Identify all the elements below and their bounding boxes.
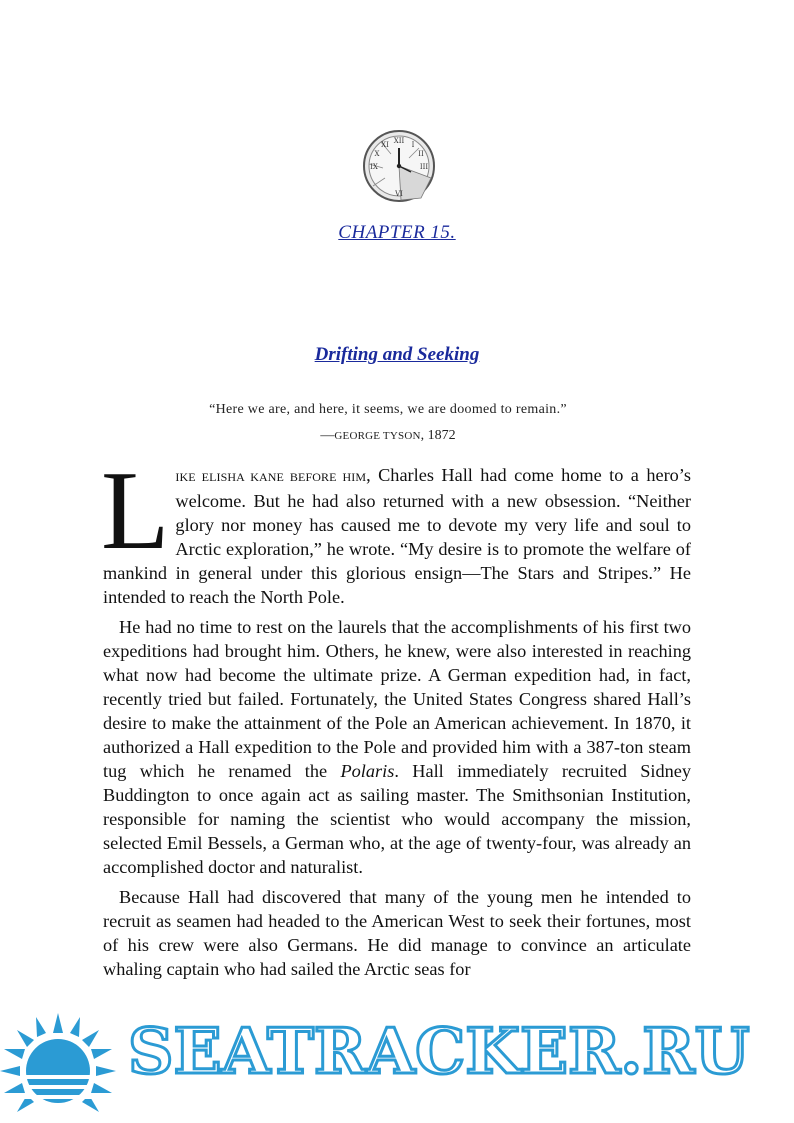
watermark-text: SEATRACKER.RU: [128, 1014, 750, 1088]
paragraph-2-text-a: He had no time to rest on the laurels that the accomplishments of his first two expeditions had brought him. Others, he knew, were also interested in reaching what now had become the ultimate prize. A German expedition had, in fact, recently tried but failed. Fortunately, the United States Congress shared Hall’s desire to make the attainment of the Pole an American achievement. In 1870, it authorized a Hall expedition to the Pole and provided him with a 387-ton steam tug which he renamed the: [103, 617, 691, 781]
paragraph-1: [101, 449, 692, 609]
svg-text:XI: XI: [381, 141, 389, 149]
svg-text:X: X: [374, 150, 380, 158]
lead-smallcaps: IKE ELISHA KANE BEFORE HIM: [175, 470, 367, 484]
svg-text:VI: VI: [395, 190, 403, 198]
paragraph-1-text: , Charles Hall had come home to a hero’s welcome. But he had also returned with a new obsession. “Neither glory nor money has caused me to devote my very life and soul to Arctic exploration,” he wrote. “My desire is to promote the welfare of mankind in general under this glorious ensign—The Stars and Stripes.” He intended to reach the North Pole.: [103, 465, 692, 607]
attribution-dash: —: [320, 428, 335, 443]
svg-text:IX: IX: [370, 163, 378, 171]
chapter-title[interactable]: Drifting and Seeking: [314, 344, 480, 365]
attribution-author: GEORGE TYSON: [334, 430, 421, 442]
attribution-year: , 1872: [420, 428, 456, 443]
chapter-body: [101, 449, 692, 987]
ship-name: Polaris: [340, 761, 395, 781]
paragraph-3: Because Hall had discovered that many of the young men he intended to recruit as seamen had headed to the American West to seek their fortunes, most of his crew were also Germans. He did manage to convince an articulate whaling captain who had sailed the Arctic seas for: [103, 887, 691, 979]
drop-cap: L: [101, 449, 170, 573]
epigraph-quote: “Here we are, and here, it seems, we are doomed to remain.”: [209, 402, 567, 417]
svg-text:III: III: [419, 163, 429, 171]
svg-text:I: I: [411, 141, 415, 149]
epigraph-attribution: [0, 428, 776, 444]
paragraph-2-text-b: . Hall immediately recruited Sidney Buddington to once again act as sailing master. The Smithsonian Institution, responsible for naming the scientist who would accompany the mission, selected Emil Bessels, a German who, at the age of twenty-four, was already an accomplished doctor and naturalist.: [103, 761, 691, 877]
svg-text:XII: XII: [393, 137, 405, 145]
svg-text:II: II: [418, 150, 424, 158]
pocket-watch-icon: [361, 128, 437, 204]
paragraph-2: [103, 615, 691, 879]
chapter-label[interactable]: CHAPTER 15.: [338, 222, 456, 243]
